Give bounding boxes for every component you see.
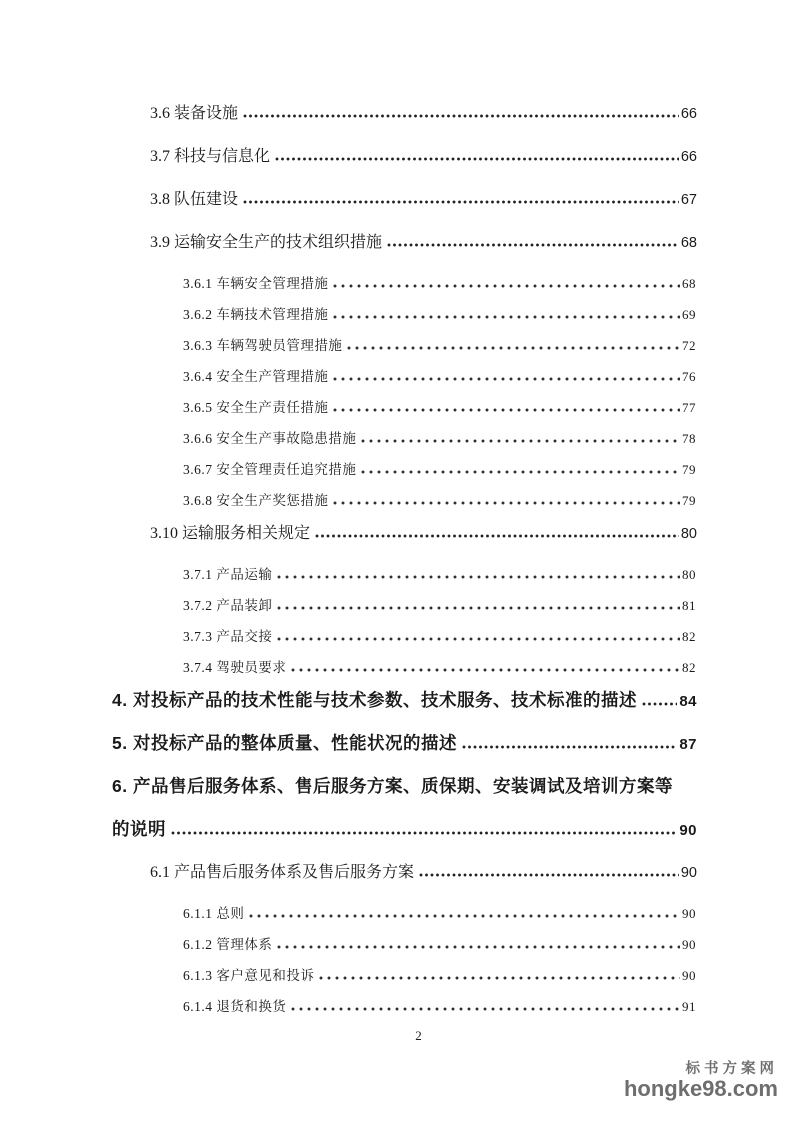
toc-entry-page: 80 [680,526,697,542]
toc-entry-label: 3.7.1 产品运输 [183,567,273,582]
dot-leader [277,575,680,579]
toc-entry-label: 3.6.4 安全生产管理措施 [183,369,329,384]
toc-entry-page: 84 [679,693,697,710]
toc-entry-page: 80 [682,567,696,582]
toc-entry-chapter-4[interactable] [0,687,793,730]
toc-entry-label: 3.6.2 车辆技术管理措施 [183,307,329,322]
toc-entry-chapter-6-line1[interactable] [0,773,793,816]
toc-entry-3-6-8[interactable] [0,489,793,520]
toc-entry-6-1-1[interactable] [0,902,793,933]
toc-entry-label: 3.6.6 安全生产事故隐患措施 [183,431,357,446]
dot-leader [243,114,679,118]
toc-entry-page: 87 [679,736,697,753]
toc-entry-3-10[interactable] [0,520,793,563]
toc-entry-label: 4. 对投标产品的技术性能与技术参数、技术服务、技术标准的描述 [112,690,637,710]
toc-entry-page: 90 [682,968,696,983]
toc-entry-3-7-4[interactable] [0,656,793,687]
toc-entry-label: 3.7.3 产品交接 [183,629,273,644]
dot-leader [277,945,680,949]
dot-leader [291,1007,680,1011]
toc-entry-6-1[interactable] [0,859,793,902]
toc-entry-3-6-3[interactable] [0,334,793,365]
toc-entry-page: 90 [682,937,696,952]
watermark-site-url: hongke98.com [623,1076,778,1102]
toc-entry-3-6-4[interactable] [0,365,793,396]
toc-entry-label: 3.7.2 产品装卸 [183,598,273,613]
toc-entry-page: 90 [682,906,696,921]
toc-entry-page: 90 [679,822,697,839]
toc-entry-page: 81 [682,598,696,613]
toc-entry-label: 6.1.2 管理体系 [183,937,273,952]
dot-leader [347,346,680,350]
toc-entry-page: 91 [682,999,696,1014]
toc-entry-label: 3.6.5 安全生产责任措施 [183,400,329,415]
toc-entry-3-6[interactable] [0,100,793,143]
toc-entry-label: 3.6.3 车辆驾驶员管理措施 [183,338,343,353]
toc-entry-page: 66 [680,149,697,165]
toc-entry-3-6-5[interactable] [0,396,793,427]
toc-entry-3-9[interactable] [0,229,793,272]
toc-entry-label: 6.1.3 客户意见和投诉 [183,968,315,983]
toc-entry-page: 78 [682,431,696,446]
toc-entry-3-6-1[interactable] [0,272,793,303]
dot-leader [333,501,680,505]
toc-entry-label: 3.6.7 安全管理责任追究措施 [183,462,357,477]
toc-entry-label: 3.6 装备设施 [150,105,239,122]
toc-entry-page: 66 [680,106,697,122]
dot-leader [642,702,677,706]
toc-entry-label: 3.10 运输服务相关规定 [150,525,311,542]
dot-leader [462,745,677,749]
toc-entry-page: 67 [680,192,697,208]
toc-entry-3-7[interactable] [0,143,793,186]
dot-leader [171,831,677,835]
toc-entry-3-7-1[interactable] [0,563,793,594]
toc-entry-3-7-2[interactable] [0,594,793,625]
dot-leader [277,637,680,641]
dot-leader [361,470,680,474]
dot-leader [243,200,679,204]
toc-entry-3-6-6[interactable] [0,427,793,458]
toc-entry-label: 的说明 [112,819,166,839]
dot-leader [291,668,680,672]
toc-entry-page: 68 [682,276,696,291]
dot-leader [387,243,679,247]
toc-entry-3-6-2[interactable] [0,303,793,334]
toc-entry-label: 6. 产品售后服务体系、售后服务方案、质保期、安装调试及培训方案等 [112,776,673,796]
dot-leader [315,534,679,538]
toc-entry-label: 3.7.4 驾驶员要求 [183,660,287,675]
dot-leader [333,315,680,319]
dot-leader [419,873,679,877]
dot-leader [361,439,680,443]
toc-entry-page: 82 [682,660,696,675]
toc-entry-page: 90 [680,865,697,881]
toc-entry-page: 72 [682,338,696,353]
dot-leader [249,914,680,918]
toc-entry-label: 5. 对投标产品的整体质量、性能状况的描述 [112,733,457,753]
toc-entry-label: 3.9 运输安全生产的技术组织措施 [150,234,383,251]
toc-entry-page: 79 [682,493,696,508]
toc-entry-label: 6.1 产品售后服务体系及售后服务方案 [150,864,415,881]
page-number: 2 [415,1028,422,1043]
toc-entry-3-6-7[interactable] [0,458,793,489]
dot-leader [319,976,680,980]
toc-entry-label: 6.1.1 总则 [183,906,245,921]
toc-entry-label: 3.6.1 车辆安全管理措施 [183,276,329,291]
toc-entry-label: 3.7 科技与信息化 [150,148,271,165]
dot-leader [275,157,679,161]
toc-entry-page: 68 [680,235,697,251]
toc-entry-label: 3.6.8 安全生产奖惩措施 [183,493,329,508]
dot-leader [333,284,680,288]
toc-entry-6-1-2[interactable] [0,933,793,964]
dot-leader [333,377,680,381]
site-watermark [624,1062,778,1100]
toc-entry-6-1-3[interactable] [0,964,793,995]
toc-entry-chapter-5[interactable] [0,730,793,773]
toc-entry-label: 6.1.4 退货和换货 [183,999,287,1014]
toc-entry-chapter-6-line2[interactable] [0,816,793,859]
toc-entry-6-1-4[interactable] [0,995,793,1026]
toc-entry-page: 69 [682,307,696,322]
dot-leader [277,606,680,610]
toc-entry-page: 76 [682,369,696,384]
watermark-site-name: 标书方案网 [685,1061,778,1077]
toc-entry-page: 77 [682,400,696,415]
toc-entry-3-7-3[interactable] [0,625,793,656]
toc-entry-label: 3.8 队伍建设 [150,191,239,208]
dot-leader [333,408,680,412]
toc-entry-3-8[interactable] [0,186,793,229]
toc-entry-page: 82 [682,629,696,644]
toc-entry-page: 79 [682,462,696,477]
